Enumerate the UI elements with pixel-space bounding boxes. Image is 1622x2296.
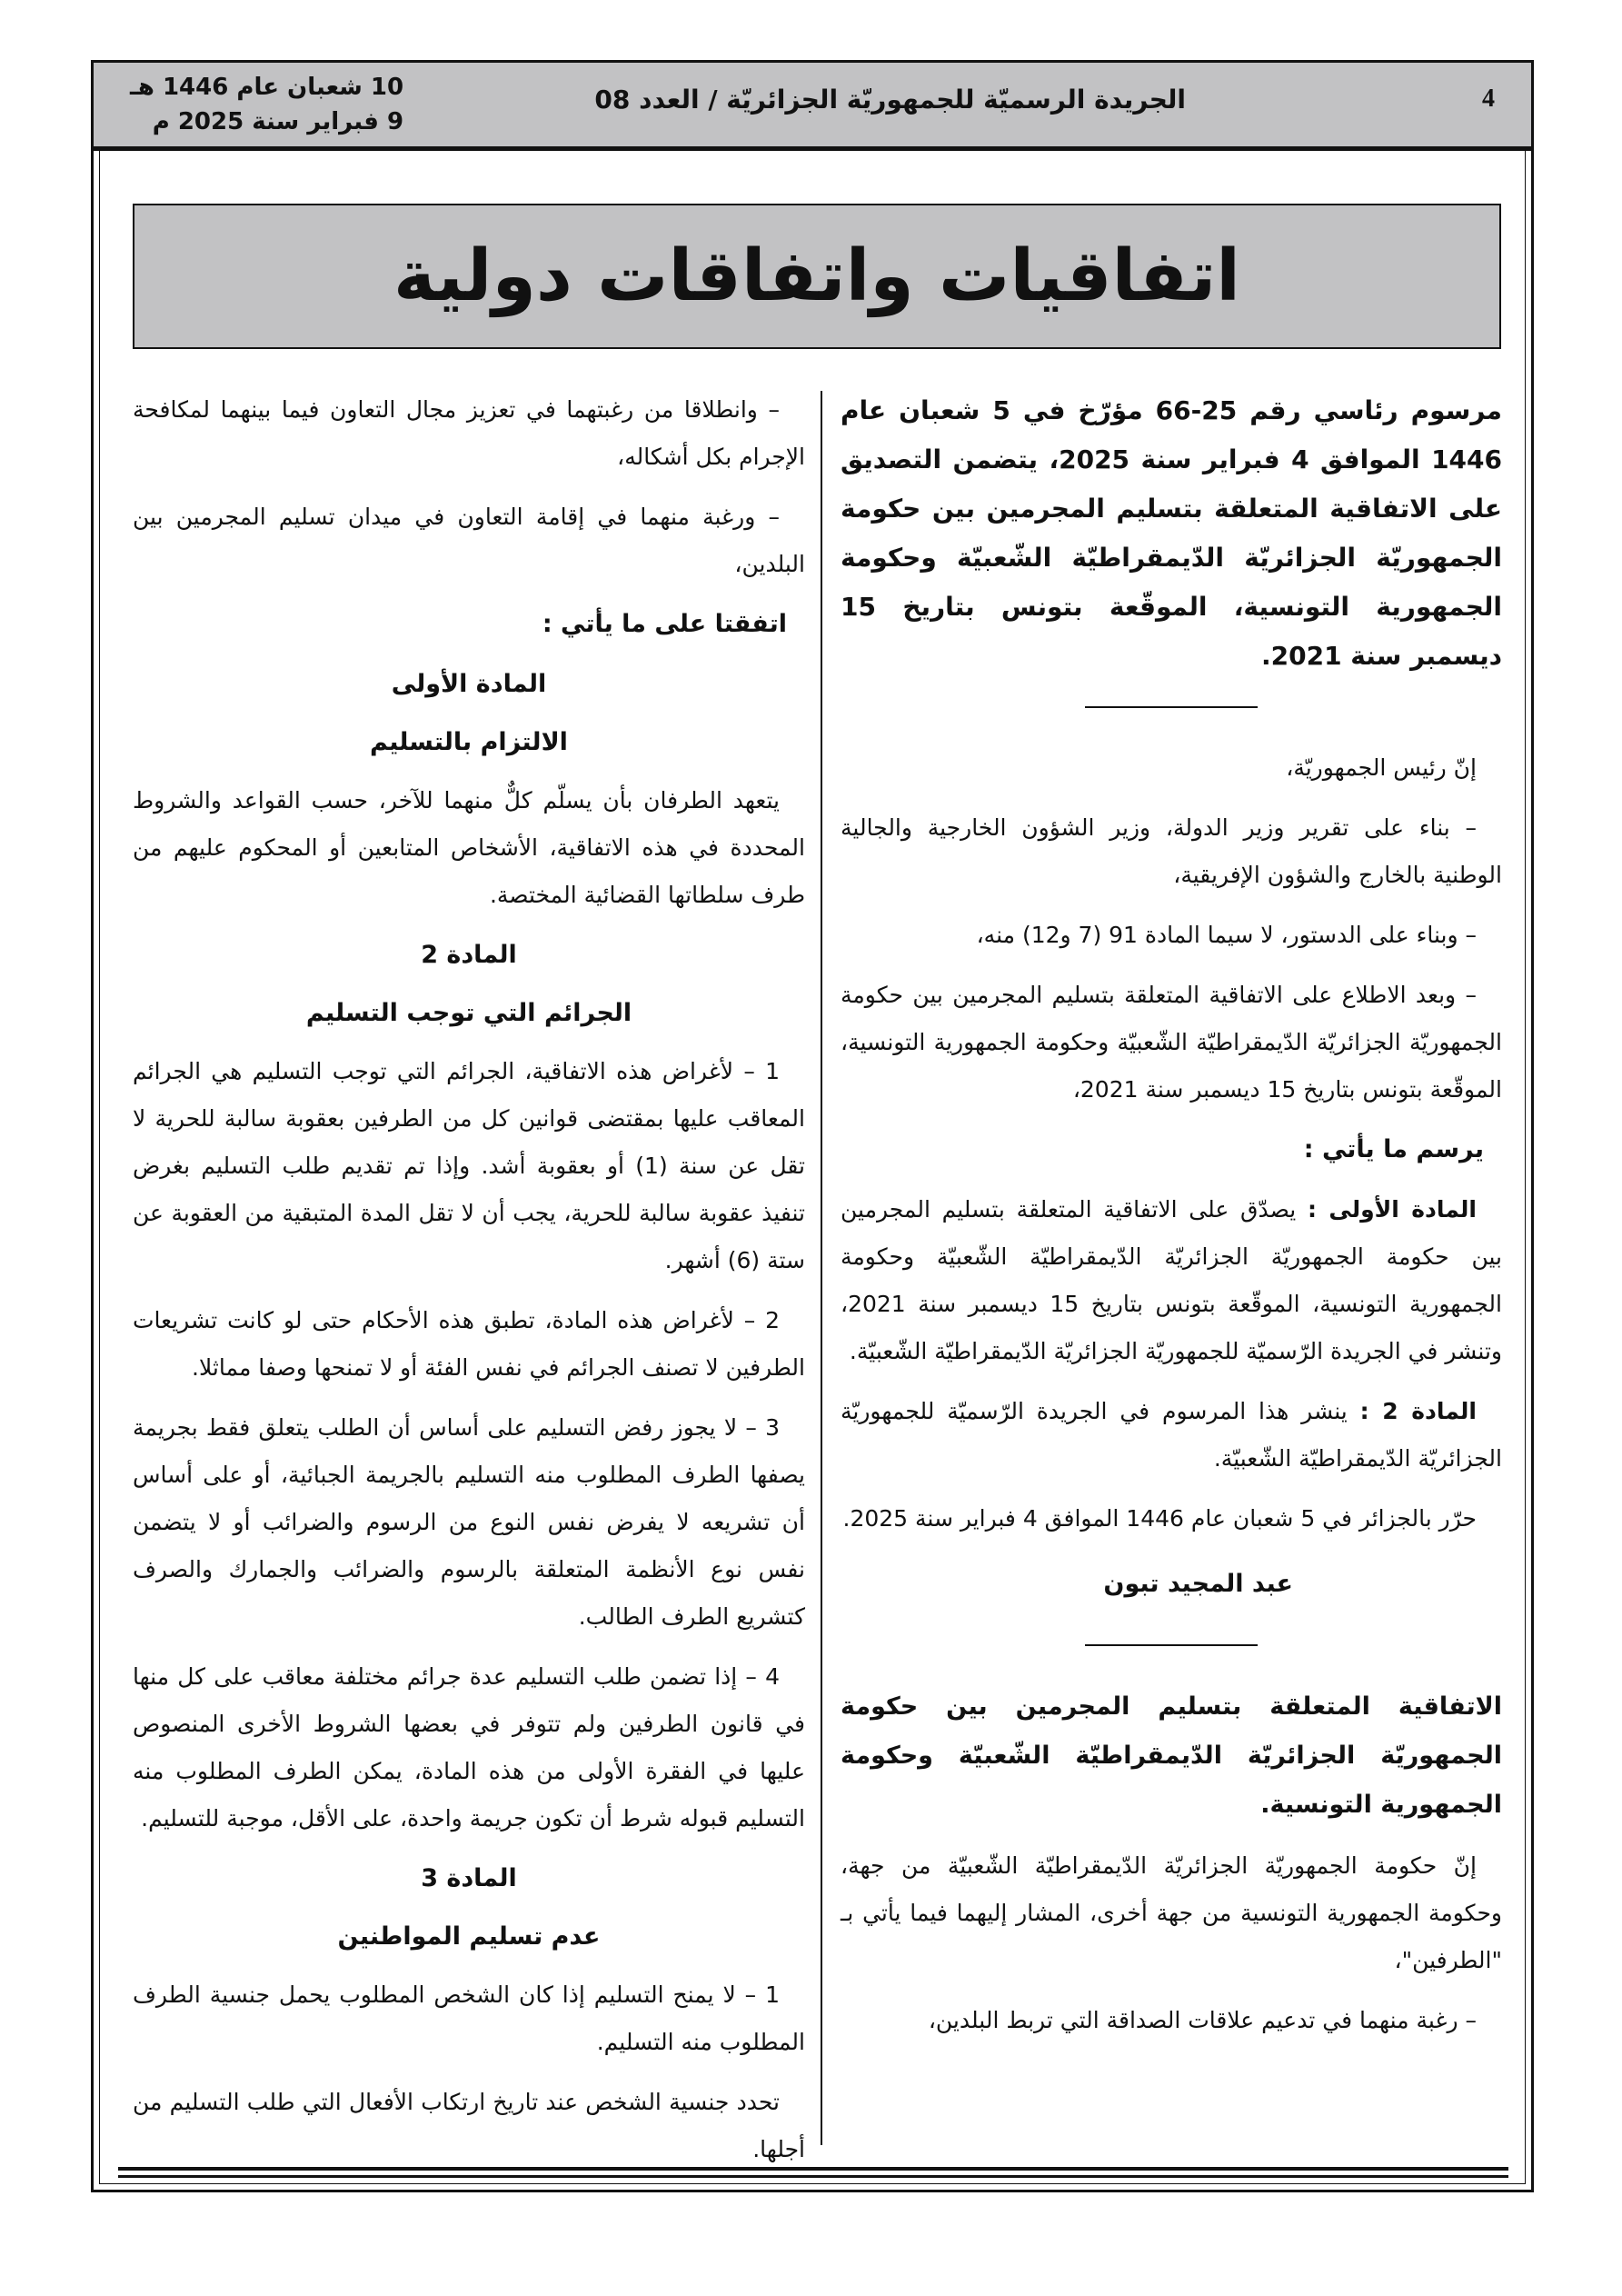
recital: – وبناء على الدستور، لا سيما المادة 91 (7 و12) منه، — [976, 922, 1477, 948]
recital: – بناء على تقرير وزير الدولة، وزير الشؤون الخارجية والجالية الوطنية بالخارج والشؤون الإفريقية، — [841, 814, 1502, 888]
article-paragraph: 4 – إذا تضمن طلب التسليم عدة جرائم مختلفة معاقب على كل منها في قانون الطرفين ولم تتوفر في بعضها الشروط الأخرى المنصوص عليها في الفقرة الأولى من هذه المادة، يمكن الطرف المطلوب منه التسليم قبوله شرط أن تكون جريمة واحدة، على الأقل، موجبة للتسليم. — [133, 1663, 805, 1832]
bottom-rule — [118, 2175, 1508, 2178]
decree-article-1 — [841, 1186, 1502, 1375]
decree-title: مرسوم رئاسي رقم 25-66 مؤرّخ في 5 شعبان عام 1446 الموافق 4 فبراير سنة 2025، يتضمن التصديق على الاتفاقية المتعلقة بتسليم المجرمين بين حكومة الجمهوريّة الجزائريّة الدّيمقراطيّة الشّعبيّة وحكومة الجمهورية التونسية، الموقّعة بتونس بتاريخ 15 ديسمبر سنة 2021. — [841, 395, 1503, 671]
page-number: 4 — [1482, 85, 1495, 113]
article-text: ينشر هذا المرسوم في الجريدة الرّسميّة للجمهوريّة الجزائريّة الدّيمقراطيّة الشّعبيّة. — [841, 1398, 1502, 1472]
right-column — [841, 386, 1502, 2057]
article-title: عدم تسليم المواطنين — [337, 1922, 601, 1951]
agreed-label: اتفقتا على ما يأتي : — [542, 610, 787, 638]
separator-line — [1085, 1644, 1258, 1646]
article-paragraph: 3 – لا يجوز رفض التسليم على أساس أن الطلب يتعلق فقط بجريمة يصفها الطرف المطلوب منه التسليم بالجريمة الجبائية، أو على أساس أن تشريعه لا يفرض نفس النوع من الرسوم والضرائب أو لا يتضمن نفس نوع الأنظمة المتعلقة بالرسوم والضرائب والجمارك والصرف كتشريع الطرف الطالب. — [133, 1414, 805, 1630]
agreement-preamble: – رغبة منهما في تدعيم علاقات الصداقة التي تربط البلدين، — [928, 2007, 1477, 2033]
article-paragraph: 1 – لأغراض هذه الاتفاقية، الجرائم التي توجب التسليم هي الجرائم المعاقب عليها بمقتضى قوانين كل من الطرفين بعقوبة سالبة للحرية لا تقل عن سنة (1) أو بعقوبة أشد. وإذا تم تقديم طلب التسليم بغرض تنفيذ عقوبة سالبة للحرية، يجب أن لا تقل المدة المتبقية من العقوبة عن ستة (6) أشهر. — [133, 1058, 805, 1273]
agreement-preamble: إنّ حكومة الجمهوريّة الجزائريّة الدّيمقراطيّة الشّعبيّة من جهة، وحكومة الجمهورية التونسية من جهة أخرى، المشار إليهما فيما يأتي بـ "الطرفين"، — [841, 1852, 1502, 1973]
recital: – وبعد الاطلاع على الاتفاقية المتعلقة بتسليم المجرمين بين حكومة الجمهوريّة الجزائريّة الدّيمقراطيّة الشّعبيّة وحكومة الجمهورية التونسية، الموقّعة بتونس بتاريخ 15 ديسمبر سنة 2021، — [841, 982, 1502, 1103]
separator-line — [1085, 706, 1258, 708]
article-text: يتعهد الطرفان بأن يسلّم كلٌّ منهما للآخر، حسب القواعد والشروط المحددة في هذه الاتفاقية، الأشخاص المتابعين أو المحكوم عليهم من طرف سلطاتها القضائية المختصة. — [133, 787, 805, 908]
section-title: اتفاقيات واتفاقات دولية — [393, 235, 1240, 317]
article-paragraph: تحدد جنسية الشخص عند تاريخ ارتكاب الأفعال التي طلب التسليم من أجلها. — [133, 2089, 805, 2162]
article-paragraph: 2 – لأغراض هذه المادة، تطبق هذه الأحكام حتى لو كانت تشريعات الطرفين لا تصنف الجرائم في نفس الفئة أو لا تمنحها وصفا مماثلا. — [133, 1307, 805, 1381]
article-heading: المادة 2 — [421, 941, 517, 969]
signature: عبد المجيد تبون — [1103, 1570, 1293, 1598]
hijri-date: 10 شعبان عام 1446 هـ — [130, 74, 404, 101]
issue-date — [130, 70, 403, 139]
preamble: – ورغبة منهما في إقامة التعاون في ميدان تسليم المجرمين بين البلدين، — [133, 504, 805, 577]
opening: إنّ رئيس الجمهوريّة، — [1286, 754, 1477, 781]
done-at: حرّر بالجزائر في 5 شعبان عام 1446 الموافق 4 فبراير سنة 2025. — [842, 1505, 1477, 1532]
bottom-rule — [118, 2167, 1508, 2171]
article-heading: المادة الأولى — [391, 670, 547, 698]
article-paragraph: 1 – لا يمنح التسليم إذا كان الشخص المطلوب يحمل جنسية الطرف المطلوب منه التسليم. — [133, 1982, 805, 2055]
running-header — [91, 60, 1534, 151]
preamble: – وانطلاقا من رغبتهما في تعزيز مجال التعاون فيما بينهما لمكافحة الإجرام بكل أشكاله، — [133, 396, 805, 470]
article-title: الجرائم التي توجب التسليم — [305, 999, 632, 1027]
article-text: يصدّق على الاتفاقية المتعلقة بتسليم المجرمين بين حكومة الجمهوريّة الجزائريّة الدّيمقراطيّة الشّعبيّة وحكومة الجمهورية التونسية، الموقّعة بتونس بتاريخ 15 ديسمبر سنة 2021، وتنشر في الجريدة الرّسميّة للجمهوريّة الجزائريّة الدّيمقراطيّة الشّعبيّة. — [841, 1196, 1502, 1364]
article-label: المادة 2 : — [1359, 1398, 1477, 1424]
decree-article-2 — [841, 1388, 1502, 1482]
column-divider — [821, 391, 822, 2145]
decrees-label: يرسم ما يأتي : — [1303, 1135, 1484, 1163]
agreement-title: الاتفاقية المتعلقة بتسليم المجرمين بين حكومة الجمهوريّة الجزائريّة الدّيمقراطيّة الشّعبيّة وحكومة الجمهورية التونسية. — [841, 1692, 1502, 1819]
left-column — [133, 386, 805, 2186]
section-title-box — [133, 204, 1501, 349]
article-heading: المادة 3 — [421, 1864, 517, 1892]
gregorian-date: 9 فبراير سنة 2025 م — [152, 108, 404, 135]
article-label: المادة الأولى : — [1307, 1196, 1477, 1223]
article-title: الالتزام بالتسليم — [370, 728, 568, 756]
gazette-title: الجريدة الرسميّة للجمهوريّة الجزائريّة / العدد 08 — [594, 85, 1186, 115]
